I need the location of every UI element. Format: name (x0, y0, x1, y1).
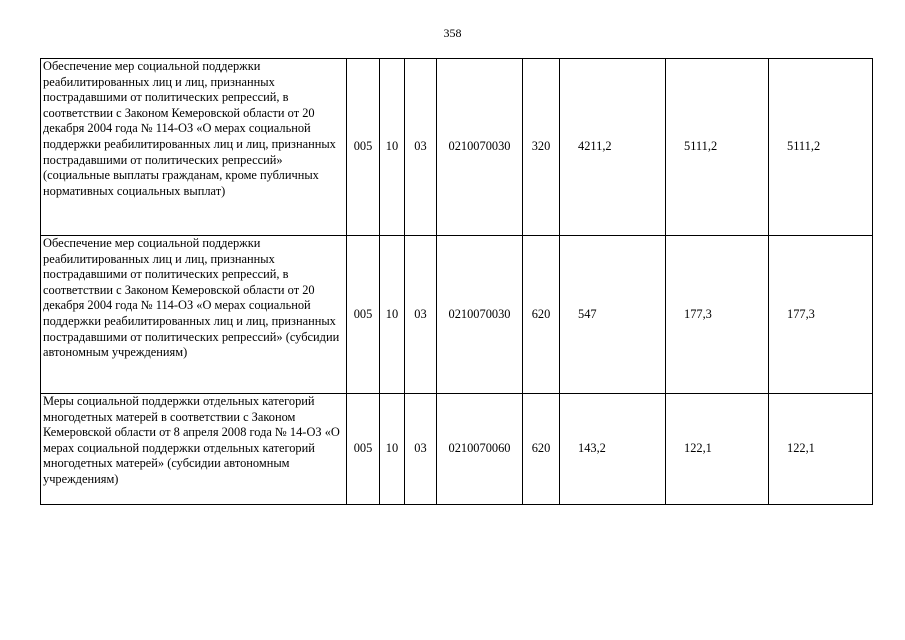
amount-1: 143,2 (560, 394, 666, 505)
subsection-code: 03 (405, 59, 437, 236)
amount-2: 122,1 (666, 394, 769, 505)
table-row (41, 59, 873, 236)
ministry-code: 005 (347, 394, 380, 505)
row-description: Обеспечение мер социальной поддержки реабилитированных лиц и лиц, признанных пострадавшими от политических репрессий, в соответствии с Законом Кемеровской области от 20 декабря 2004 года № 114-ОЗ «О мерах социальной поддержки реабилитированных лиц и лиц, признанных пострадавшими от политических репрессий» (субсидии автономным учреждениям) (41, 236, 347, 394)
amount-1: 547 (560, 236, 666, 394)
ministry-code: 005 (347, 59, 380, 236)
target-article-code: 0210070060 (437, 394, 523, 505)
amount-3: 122,1 (769, 394, 873, 505)
subsection-code: 03 (405, 394, 437, 505)
amount-3: 5111,2 (769, 59, 873, 236)
expense-type-code: 620 (523, 236, 560, 394)
section-code: 10 (380, 394, 405, 505)
page-number: 358 (443, 26, 462, 40)
ministry-code: 005 (347, 236, 380, 394)
expense-type-code: 620 (523, 394, 560, 505)
subsection-code: 03 (405, 236, 437, 394)
section-code: 10 (380, 236, 405, 394)
section-code: 10 (380, 59, 405, 236)
budget-table (40, 58, 873, 505)
amount-2: 177,3 (666, 236, 769, 394)
table-row (41, 394, 873, 505)
row-description: Меры социальной поддержки отдельных категорий многодетных матерей в соответствии с Законом Кемеровской области от 8 апреля 2008 года № 14-ОЗ «О мерах социальной поддержки отдельных категорий многодетных матерей» (субсидии автономным учреждениям) (41, 394, 347, 505)
expense-type-code: 320 (523, 59, 560, 236)
amount-2: 5111,2 (666, 59, 769, 236)
amount-3: 177,3 (769, 236, 873, 394)
amount-1: 4211,2 (560, 59, 666, 236)
row-description: Обеспечение мер социальной поддержки реабилитированных лиц и лиц, признанных пострадавшими от политических репрессий, в соответствии с Законом Кемеровской области от 20 декабря 2004 года № 114-ОЗ «О мерах социальной поддержки реабилитированных лиц и лиц, признанных пострадавшими от политических репрессий» (социальные выплаты гражданам, кроме публичных нормативных социальных выплат) (41, 59, 347, 236)
target-article-code: 0210070030 (437, 59, 523, 236)
table-row (41, 236, 873, 394)
target-article-code: 0210070030 (437, 236, 523, 394)
